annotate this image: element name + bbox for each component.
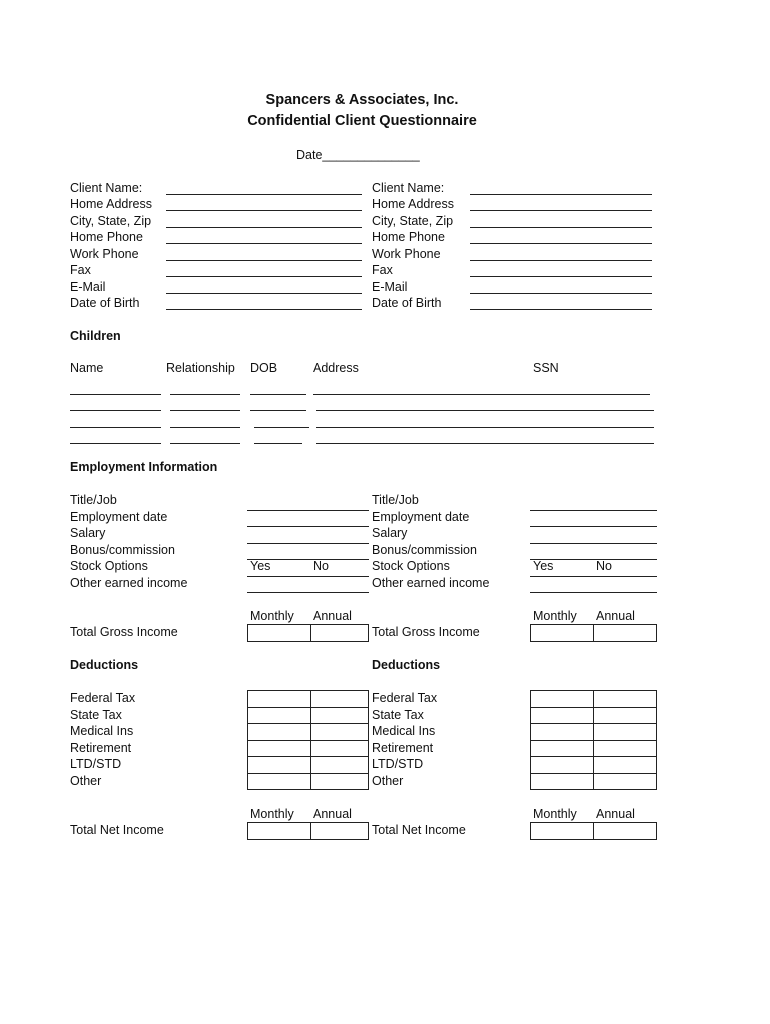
client2-address-label: Home Address (372, 197, 454, 211)
client1-dob-label: Date of Birth (70, 296, 140, 310)
client1-workphone-label: Work Phone (70, 247, 139, 261)
client1-address-label: Home Address (70, 197, 152, 211)
child4-address-ssn-field[interactable] (316, 443, 654, 444)
child1-address-ssn-field[interactable] (313, 394, 650, 395)
ded1-medical-label: Medical Ins (70, 724, 134, 738)
client1-name-label: Client Name: (70, 181, 143, 195)
client2-email-field[interactable] (470, 293, 652, 294)
ded2-state-label: State Tax (372, 708, 424, 722)
child3-dob-field[interactable] (254, 427, 309, 428)
client2-fax-field[interactable] (470, 276, 652, 277)
child4-relationship-field[interactable] (170, 443, 240, 444)
net2-monthly-label: Monthly (533, 807, 577, 821)
child2-dob-field[interactable] (250, 410, 306, 411)
gross2-label: Total Gross Income (372, 625, 480, 639)
emp1-salary-label: Salary (70, 526, 106, 540)
deductions1-heading: Deductions (70, 658, 139, 672)
date-field[interactable]: Date______________ (296, 148, 420, 162)
gross2-annual-label: Annual (596, 609, 635, 623)
client2-address-field[interactable] (470, 210, 652, 211)
child1-dob-field[interactable] (250, 394, 306, 395)
form-title: Confidential Client Questionnaire (247, 113, 477, 129)
emp2-stock-no[interactable]: No (596, 559, 612, 573)
net2-divider (593, 822, 594, 840)
emp1-other-label: Other earned income (70, 576, 188, 590)
deductions2-heading: Deductions (372, 658, 441, 672)
client2-email-label: E-Mail (372, 280, 408, 294)
gross1-box[interactable] (247, 624, 369, 642)
child2-name-field[interactable] (70, 410, 161, 411)
client2-city-field[interactable] (470, 227, 652, 228)
child4-dob-field[interactable] (254, 443, 302, 444)
client2-name-label: Client Name: (372, 181, 445, 195)
net1-annual-label: Annual (313, 807, 352, 821)
ded2-federal-label: Federal Tax (372, 691, 438, 705)
emp2-stock-label: Stock Options (372, 559, 450, 573)
client2-homephone-label: Home Phone (372, 230, 445, 244)
ded2-ltd-label: LTD/STD (372, 757, 424, 771)
emp1-date-field[interactable] (247, 526, 369, 527)
ded1-grid-row-line (247, 740, 369, 741)
net2-annual-label: Annual (596, 807, 635, 821)
child1-relationship-field[interactable] (170, 394, 240, 395)
gross2-divider (593, 624, 594, 642)
ded1-federal-label: Federal Tax (70, 691, 136, 705)
net1-box[interactable] (247, 822, 369, 840)
client1-homephone-label: Home Phone (70, 230, 143, 244)
children-col-relationship: Relationship (166, 361, 235, 375)
net1-monthly-label: Monthly (250, 807, 294, 821)
emp2-title-label: Title/Job (372, 493, 419, 507)
client2-city-label: City, State, Zip (372, 214, 454, 228)
child2-address-ssn-field[interactable] (316, 410, 654, 411)
child3-name-field[interactable] (70, 427, 161, 428)
children-col-address: Address (313, 361, 359, 375)
emp1-other-field[interactable] (247, 592, 369, 593)
emp2-salary-field[interactable] (530, 543, 657, 544)
child3-relationship-field[interactable] (170, 427, 240, 428)
ded1-retirement-label: Retirement (70, 741, 132, 755)
net2-label: Total Net Income (372, 823, 466, 837)
emp2-title-field[interactable] (530, 510, 657, 511)
gross1-label: Total Gross Income (70, 625, 178, 639)
ded1-ltd-label: LTD/STD (70, 757, 122, 771)
gross1-annual-label: Annual (313, 609, 352, 623)
employment-heading: Employment Information (70, 460, 218, 474)
gross1-divider (310, 624, 311, 642)
client1-email-field[interactable] (166, 293, 362, 294)
emp2-bonus-label: Bonus/commission (372, 543, 477, 557)
ded1-state-label: State Tax (70, 708, 122, 722)
client1-fax-field[interactable] (166, 276, 362, 277)
emp2-stock-yes[interactable]: Yes (533, 559, 554, 573)
emp1-date-label: Employment date (70, 510, 168, 524)
emp1-stock-field[interactable] (247, 576, 369, 577)
gross1-monthly-label: Monthly (250, 609, 294, 623)
emp1-bonus-label: Bonus/commission (70, 543, 175, 557)
ded2-grid-row-line (530, 740, 657, 741)
client2-workphone-label: Work Phone (372, 247, 441, 261)
child3-address-ssn-field[interactable] (316, 427, 654, 428)
ded1-grid-row-line (247, 756, 369, 757)
client1-email-label: E-Mail (70, 280, 106, 294)
child2-relationship-field[interactable] (170, 410, 240, 411)
net1-divider (310, 822, 311, 840)
emp1-stock-label: Stock Options (70, 559, 148, 573)
ded2-medical-label: Medical Ins (372, 724, 436, 738)
ded2-grid-row-line (530, 773, 657, 774)
emp2-stock-field[interactable] (530, 576, 657, 577)
client1-name-field[interactable] (166, 194, 362, 195)
net1-label: Total Net Income (70, 823, 164, 837)
emp2-other-field[interactable] (530, 592, 657, 593)
emp2-date-field[interactable] (530, 526, 657, 527)
emp2-salary-label: Salary (372, 526, 408, 540)
client1-homephone-field[interactable] (166, 243, 362, 244)
client1-fax-label: Fax (70, 263, 91, 277)
ded2-grid-row-line (530, 723, 657, 724)
gross2-monthly-label: Monthly (533, 609, 577, 623)
emp2-other-label: Other earned income (372, 576, 490, 590)
ded1-grid-row-line (247, 707, 369, 708)
ded2-grid-row-line (530, 707, 657, 708)
emp1-title-label: Title/Job (70, 493, 117, 507)
ded2-grid-row-line (530, 756, 657, 757)
client2-workphone-field[interactable] (470, 260, 652, 261)
client1-city-label: City, State, Zip (70, 214, 152, 228)
ded2-other-label: Other (372, 774, 404, 788)
child4-name-field[interactable] (70, 443, 161, 444)
children-col-dob: DOB (250, 361, 278, 375)
child1-name-field[interactable] (70, 394, 161, 395)
ded1-grid-row-line (247, 773, 369, 774)
ded2-retirement-label: Retirement (372, 741, 434, 755)
client1-workphone-field[interactable] (166, 260, 362, 261)
client2-name-field[interactable] (470, 194, 652, 195)
emp1-stock-no[interactable]: No (313, 559, 329, 573)
client2-dob-label: Date of Birth (372, 296, 442, 310)
company-name: Spancers & Associates, Inc. (265, 92, 459, 108)
client2-dob-field[interactable] (470, 309, 652, 310)
client1-city-field[interactable] (166, 227, 362, 228)
client1-dob-field[interactable] (166, 309, 362, 310)
emp1-title-field[interactable] (247, 510, 369, 511)
client1-address-field[interactable] (166, 210, 362, 211)
children-col-name: Name (70, 361, 104, 375)
client2-homephone-field[interactable] (470, 243, 652, 244)
children-heading: Children (70, 329, 121, 343)
client2-fax-label: Fax (372, 263, 393, 277)
emp1-stock-yes[interactable]: Yes (250, 559, 271, 573)
emp1-salary-field[interactable] (247, 543, 369, 544)
ded1-other-label: Other (70, 774, 102, 788)
children-col-ssn: SSN (533, 361, 559, 375)
ded1-grid-row-line (247, 723, 369, 724)
emp2-date-label: Employment date (372, 510, 470, 524)
